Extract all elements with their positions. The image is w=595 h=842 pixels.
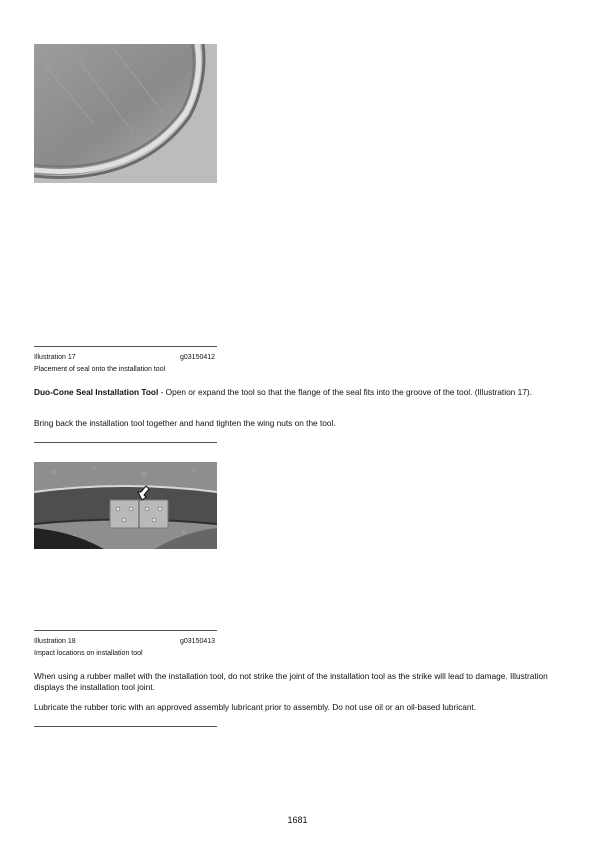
page-number: 1681 [287, 815, 308, 825]
section-rule-2 [34, 726, 217, 727]
paragraph-seal-tool-text: - Open or expand the tool so that the flange of the seal fits into the groove of the tool. (Illustration 17). [158, 387, 532, 397]
illustration-17-number: Illustration 17 [34, 354, 76, 361]
illustration-17-id: g03150412 [180, 354, 216, 361]
paragraph-rubber-mallet: When using a rubber mallet with the installation tool, do not strike the joint of the installation tool as the strike will lead to damage. Illustration displays the installation tool joint. [34, 671, 548, 692]
illustration-18-caption: Impact locations on installation tool [34, 650, 143, 657]
paragraph-lubricate: Lubricate the rubber toric with an approved assembly lubricant prior to assembly. Do not use oil or an oil-based lubricant. [34, 702, 477, 712]
illustration-18-rule [34, 630, 217, 631]
illustration-17-rule [34, 346, 217, 347]
illustration-17-caption: Placement of seal onto the installation tool [34, 366, 166, 373]
illustration-18-id: g03150413 [180, 638, 216, 645]
paragraph-hand-tighten: Bring back the installation tool together and hand tighten the wing nuts on the tool. [34, 418, 336, 428]
illustration-18-number: Illustration 18 [34, 638, 76, 645]
illustration-18-photo [34, 462, 217, 549]
illustration-17-photo [34, 44, 217, 183]
paragraph-seal-tool-title: Duo-Cone Seal Installation Tool [34, 387, 159, 397]
section-rule-1 [34, 442, 217, 443]
paragraph-seal-tool [34, 387, 564, 398]
